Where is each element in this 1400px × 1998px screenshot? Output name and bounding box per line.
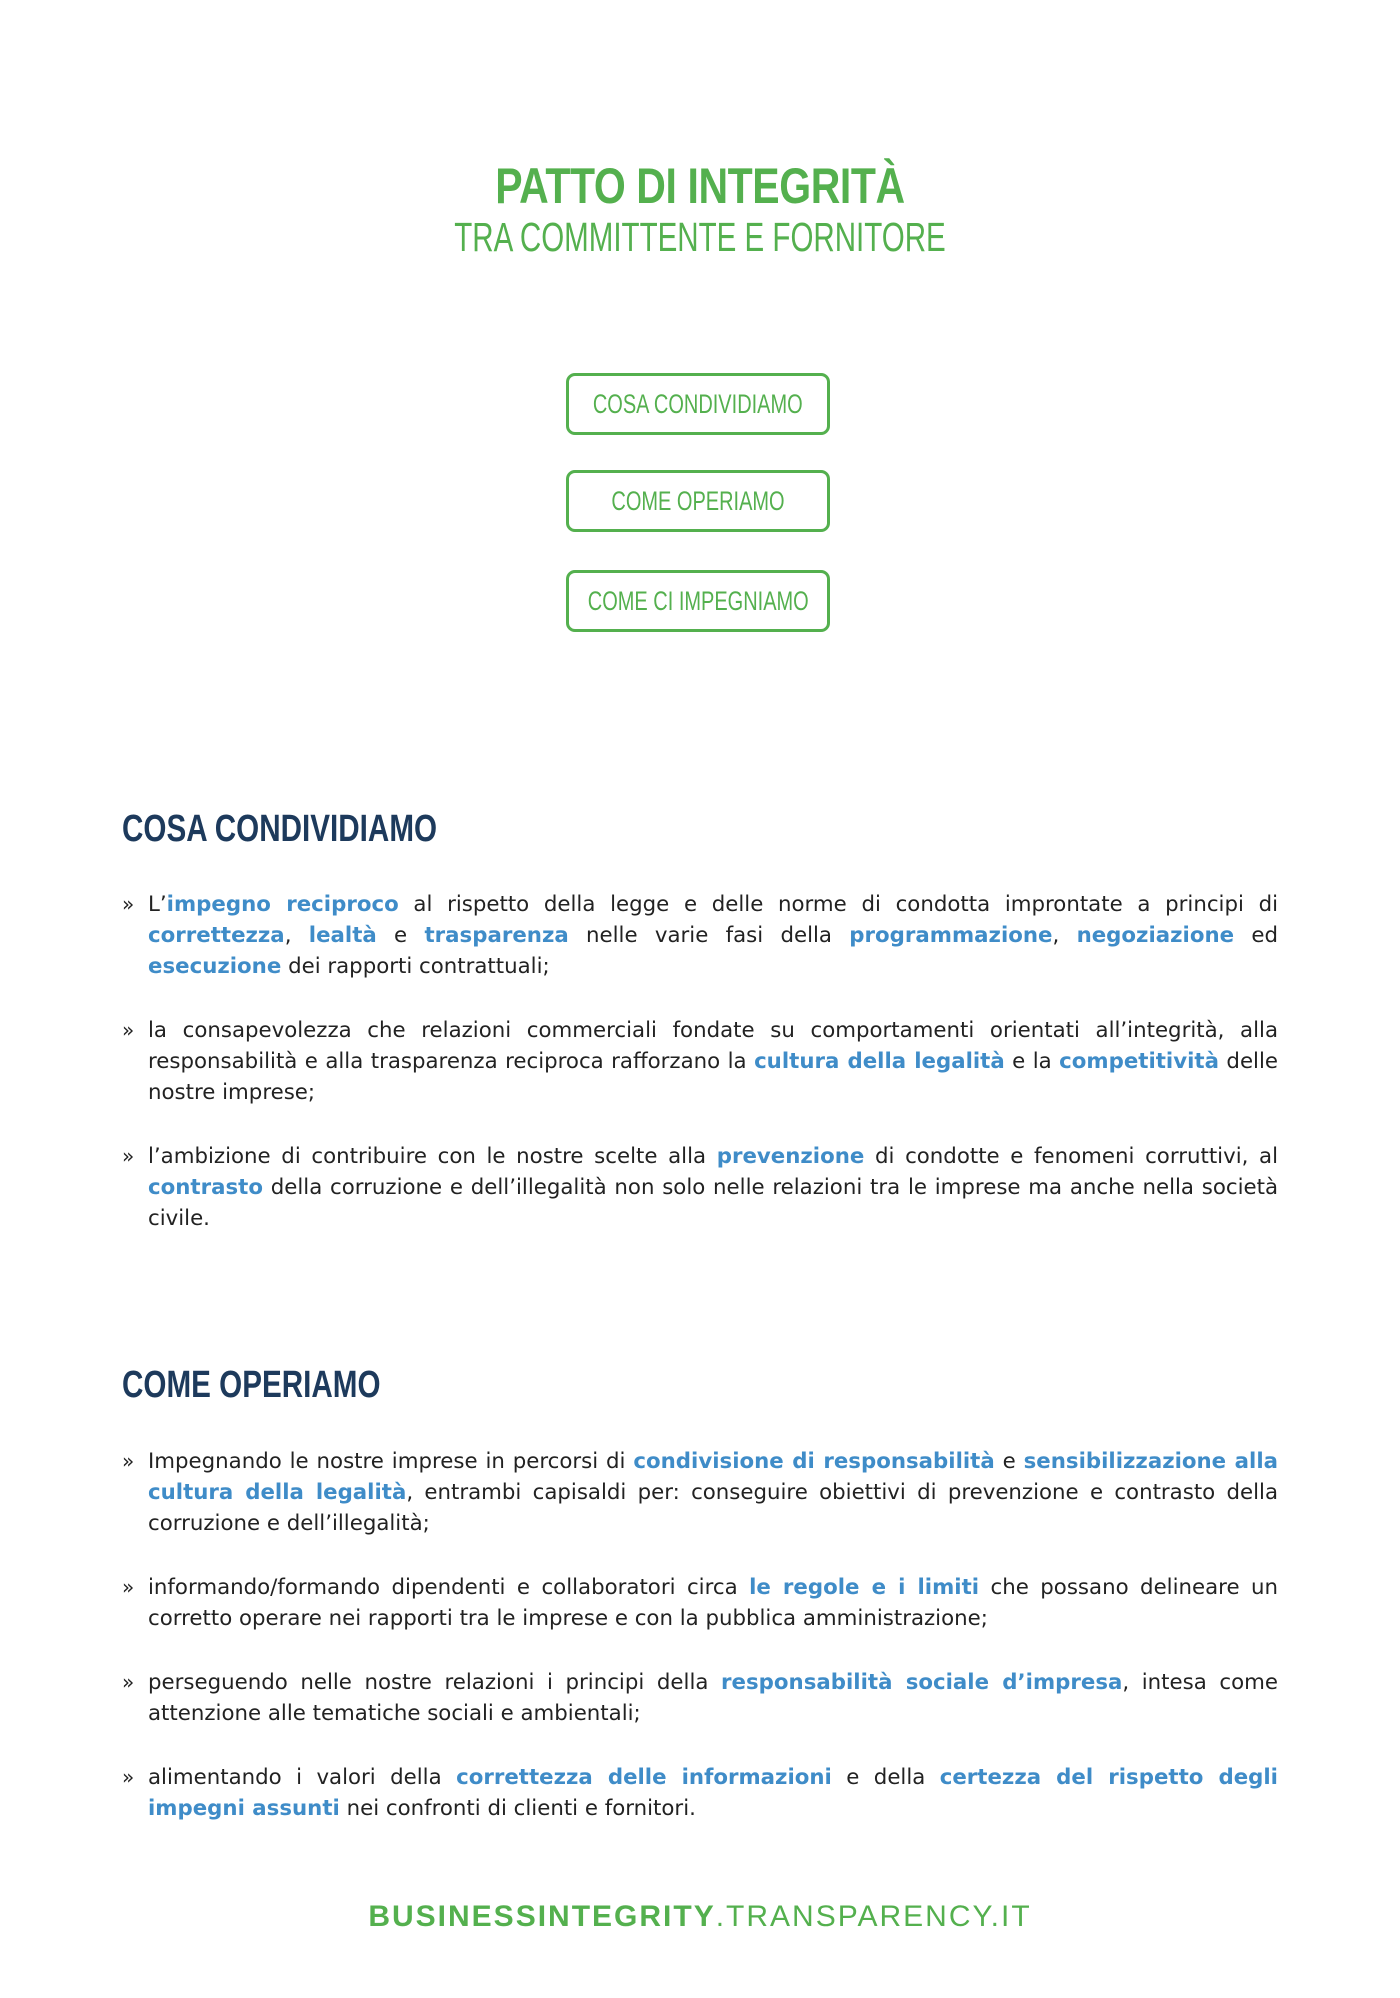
highlight-term: competitività <box>1059 1049 1219 1074</box>
document-title: PATTO DI INTEGRITÀ <box>495 158 905 214</box>
highlight-term: programmazione <box>849 923 1053 948</box>
list-item: » alimentando i valori della correttezza delle informazioni e della certezza del rispetto degli impegni assunti nei confronti di clienti e fornitori. <box>122 1762 1278 1824</box>
highlight-term: correttezza <box>148 923 285 948</box>
highlight-term: le regole e i limiti <box>749 1575 980 1600</box>
nav-button-cosa-condividiamo[interactable] <box>566 373 830 435</box>
highlight-term: impegno reciproco <box>166 892 399 917</box>
highlight-term: cultura della legalità <box>754 1049 1005 1074</box>
highlight-term: condivisione di responsabilità <box>633 1449 995 1474</box>
bullet-icon: » <box>122 1575 135 1599</box>
bullet-icon: » <box>122 1144 135 1168</box>
nav-button-come-ci-impegniamo[interactable] <box>566 570 830 632</box>
highlight-term: responsabilità sociale d’impresa <box>721 1670 1123 1695</box>
footer-url-light: .TRANSPARENCY.IT <box>715 1900 1032 1933</box>
list-item: » l’ambizione di contribuire con le nostre scelte alla prevenzione di condotte e fenomeni corruttivi, al contrasto della corruzione e dell’illegalità non solo nelle relazioni tra le imprese ma anche nella società civile. <box>122 1141 1278 1234</box>
bullet-icon: » <box>122 1765 135 1789</box>
document-header <box>0 158 1400 260</box>
highlight-term: certezza del rispetto degli impegni assunti <box>148 1765 1278 1821</box>
highlight-term: negoziazione <box>1076 923 1235 948</box>
list-item: » la consapevolezza che relazioni commerciali fondate su comportamenti orientati all’integrità, alla responsabilità e alla trasparenza reciproca rafforzano la cultura della legalità e la competitività delle nostre imprese; <box>122 1015 1278 1108</box>
bullet-icon: » <box>122 1018 135 1042</box>
highlight-term: lealtà <box>308 923 377 948</box>
section-heading-cosa-condividiamo: COSA CONDIVIDIAMO <box>122 808 438 850</box>
section-list-come-operiamo <box>122 1446 1278 1824</box>
highlight-term: sensibilizzazione alla cultura della legalità <box>148 1449 1278 1505</box>
section-list-cosa-condividiamo <box>122 889 1278 1234</box>
footer-url[interactable] <box>0 1900 1400 1934</box>
highlight-term: esecuzione <box>148 954 282 979</box>
nav-button-label: COME OPERIAMO <box>611 485 785 516</box>
highlight-term: trasparenza <box>424 923 569 948</box>
nav-button-label: COME CI IMPEGNIAMO <box>587 585 809 616</box>
footer-url-bold: BUSINESSINTEGRITY <box>368 1900 716 1933</box>
document-subtitle: TRA COMMITTENTE E FORNITORE <box>454 214 946 260</box>
bullet-icon: » <box>122 1449 135 1473</box>
nav-button-label: COSA CONDIVIDIAMO <box>593 388 803 419</box>
bullet-icon: » <box>122 892 135 916</box>
section-heading-come-operiamo: COME OPERIAMO <box>122 1364 381 1406</box>
bullet-icon: » <box>122 1670 135 1694</box>
list-item: » L’impegno reciproco al rispetto della legge e delle norme di condotta improntate a principi di correttezza, lealtà e trasparenza nelle varie fasi della programmazione, negoziazione ed esecuzione dei rapporti contrattuali; <box>122 889 1278 982</box>
list-item: » informando/formando dipendenti e collaboratori circa le regole e i limiti che possano delineare un corretto operare nei rapporti tra le imprese e con la pubblica amministrazione; <box>122 1572 1278 1634</box>
list-item: » perseguendo nelle nostre relazioni i principi della responsabilità sociale d’impresa, intesa come attenzione alle tematiche sociali e ambientali; <box>122 1667 1278 1729</box>
highlight-term: correttezza delle informazioni <box>456 1765 832 1790</box>
highlight-term: contrasto <box>148 1175 263 1200</box>
nav-button-come-operiamo[interactable] <box>566 470 830 532</box>
list-item: » Impegnando le nostre imprese in percorsi di condivisione di responsabilità e sensibilizzazione alla cultura della legalità, entrambi capisaldi per: conseguire obiettivi di prevenzione e contrasto della corruzione e dell’illegalità; <box>122 1446 1278 1539</box>
highlight-term: prevenzione <box>716 1144 865 1169</box>
